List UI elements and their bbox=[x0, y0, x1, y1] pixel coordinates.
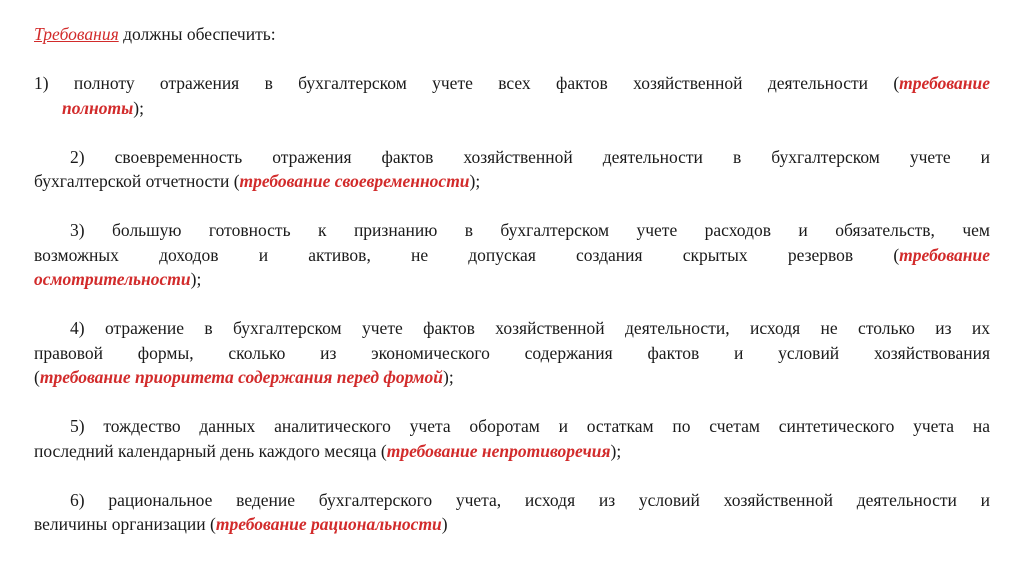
item-2-line-2 bbox=[34, 169, 990, 194]
item-2-line-1 bbox=[34, 145, 990, 170]
item-2-text-cont: бухгалтерской отчетности ( bbox=[34, 171, 240, 191]
intro-text: должны обеспечить: bbox=[118, 24, 276, 44]
item-6-line-1 bbox=[34, 488, 990, 513]
item-4-text: 4) отражение в бухгалтерском учете фактов хозяйственной деятельности, исходя не столько из их bbox=[70, 318, 990, 338]
item-3-term-part-2: осмотрительности bbox=[34, 269, 191, 289]
spacer bbox=[34, 463, 990, 488]
item-2-text: 2) своевременность отражения фактов хозяйственной деятельности в бухгалтерском учете и bbox=[70, 146, 990, 167]
item-5-line-2 bbox=[34, 439, 990, 464]
intro-line bbox=[34, 22, 990, 47]
requirements-link[interactable]: Требования bbox=[34, 24, 119, 44]
item-6-punct: ) bbox=[441, 514, 448, 534]
item-1-text: 1) полноту отражения в бухгалтерском учете всех фактов хозяйственной деятельности ( bbox=[34, 73, 900, 93]
item-3-text: 3) большую готовность к признанию в бухгалтерском учете расходов и обязательств, чем bbox=[70, 220, 990, 240]
item-1-line-2 bbox=[34, 96, 990, 121]
item-3-text-cont: возможных доходов и активов, не допуская создания скрытых резервов ( bbox=[34, 244, 900, 265]
item-4-text-cont: правовой формы, сколько из экономического содержания фактов и условий хозяйствования bbox=[34, 342, 990, 363]
item-5-line-1 bbox=[34, 414, 990, 439]
item-5-punct: ); bbox=[610, 440, 622, 461]
item-3-line-1 bbox=[34, 218, 990, 243]
item-6-text: 6) рациональное ведение бухгалтерского учета, исходя из условий хозяйственной деятельности и bbox=[70, 489, 990, 510]
item-6-term: требование рациональности bbox=[215, 514, 442, 534]
item-5-text: 5) тождество данных аналитического учета оборотам и остаткам по счетам синтетического учета на bbox=[70, 416, 990, 436]
spacer bbox=[34, 292, 990, 317]
item-3-punct: ); bbox=[190, 269, 202, 289]
item-4-line-2 bbox=[34, 341, 990, 366]
spacer bbox=[34, 390, 990, 415]
item-3-line-2 bbox=[34, 243, 990, 268]
item-4-line-3 bbox=[34, 365, 990, 390]
item-2-term: требование своевременности bbox=[239, 171, 470, 191]
spacer bbox=[34, 47, 990, 72]
item-5-text-cont: последний календарный день каждого месяца ( bbox=[34, 440, 387, 461]
spacer bbox=[34, 194, 990, 219]
item-4-term: требование приоритета содержания перед формой bbox=[39, 367, 444, 387]
item-5-term: требование непротиворечия bbox=[386, 440, 611, 461]
spacer bbox=[34, 120, 990, 145]
item-1-punct: ); bbox=[133, 97, 144, 118]
item-3-term-part-1: требование bbox=[899, 244, 990, 265]
item-1-term-part-2: полноты bbox=[62, 97, 134, 118]
item-6-text-cont: величины организации ( bbox=[34, 514, 216, 534]
item-3-line-3 bbox=[34, 267, 990, 292]
item-4-paren: ( bbox=[34, 367, 40, 387]
item-2-punct: ); bbox=[469, 171, 481, 191]
item-1-term-part-1: требование bbox=[899, 73, 990, 93]
item-4-line-1 bbox=[34, 316, 990, 341]
item-4-punct: ); bbox=[443, 367, 454, 387]
item-1-line-1 bbox=[34, 71, 990, 96]
item-6-line-2 bbox=[34, 512, 990, 537]
requirements-text bbox=[34, 22, 990, 537]
